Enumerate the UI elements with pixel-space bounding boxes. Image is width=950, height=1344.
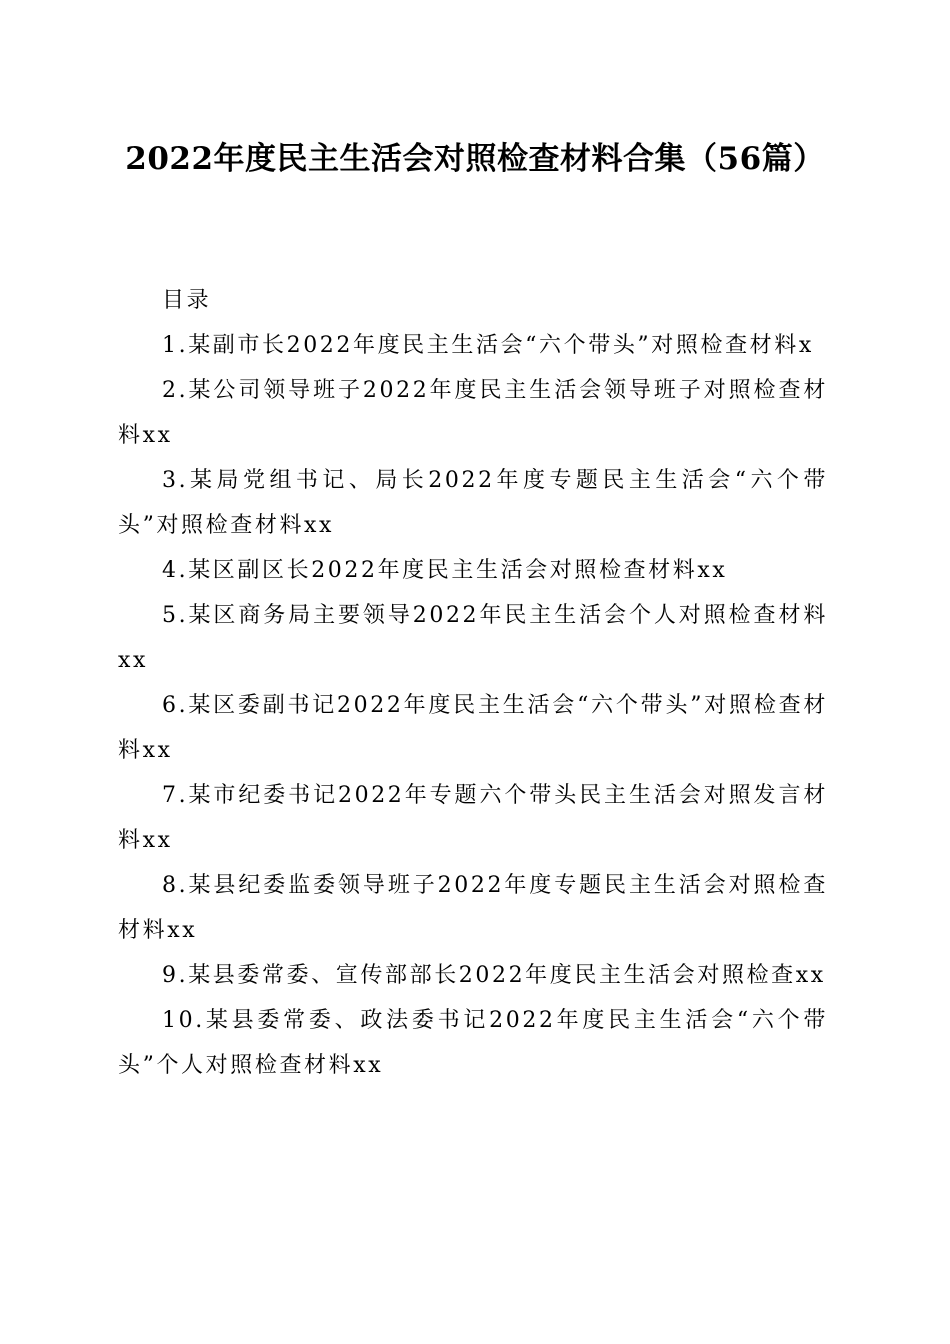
table-of-contents [118, 278, 828, 1088]
toc-item: 5.某区商务局主要领导2022年民主生活会个人对照检查材料xx [118, 603, 828, 673]
toc-item: 4.某区副区长2022年度民主生活会对照检查材料xx [162, 558, 728, 583]
toc-heading: 目录 [162, 288, 212, 313]
toc-item: 2.某公司领导班子2022年度民主生活会领导班子对照检查材料xx [118, 378, 828, 448]
document-title: 2022年度民主生活会对照检查材料合集（56篇） [125, 141, 825, 177]
toc-item: 9.某县委常委、宣传部部长2022年度民主生活会对照检查xx [162, 963, 826, 988]
toc-item: 3.某局党组书记、局长2022年度专题民主生活会“六个带头”对照检查材料xx [118, 468, 828, 538]
toc-item: 10.某县委常委、政法委书记2022年度民主生活会“六个带头”个人对照检查材料xx [118, 1008, 828, 1078]
toc-item: 8.某县纪委监委领导班子2022年度专题民主生活会对照检查材料xx [118, 873, 828, 943]
toc-item: 1.某副市长2022年度民主生活会“六个带头”对照检查材料x [162, 333, 814, 358]
toc-item: 7.某市纪委书记2022年专题六个带头民主生活会对照发言材料xx [118, 783, 828, 853]
toc-item: 6.某区委副书记2022年度民主生活会“六个带头”对照检查材料xx [118, 693, 828, 763]
